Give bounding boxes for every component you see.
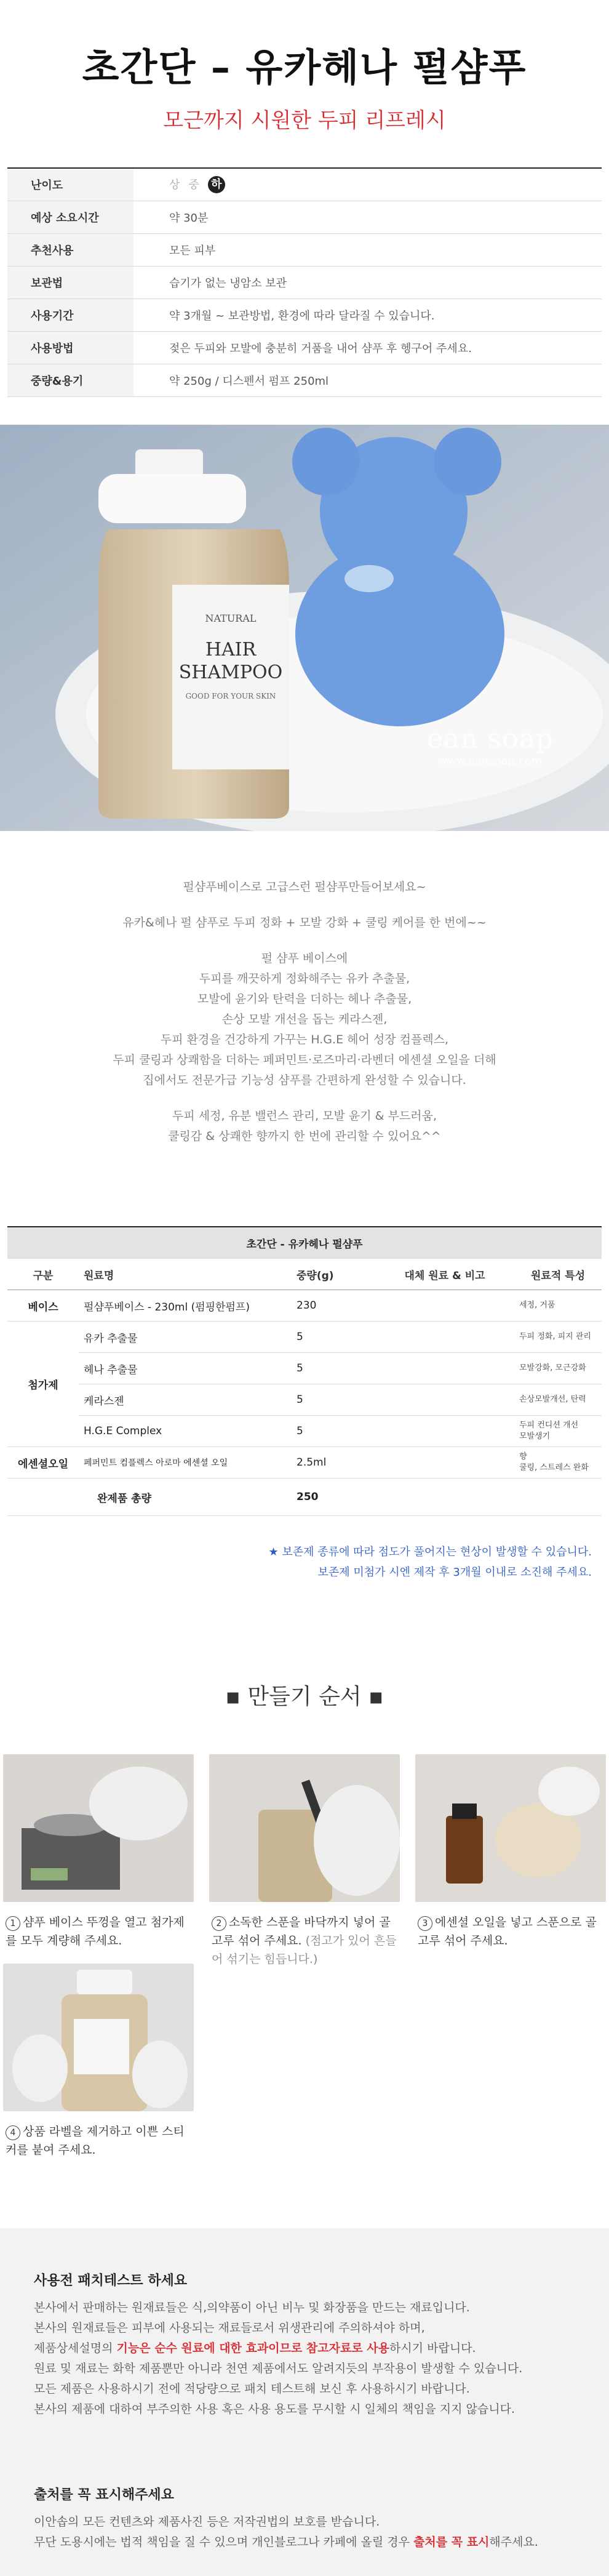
table-row — [7, 1447, 602, 1479]
step-3-text — [415, 1913, 606, 1950]
cell-name: 유카 추출물 — [79, 1322, 292, 1353]
source-notice — [34, 2484, 575, 2553]
cell-feature: 향 쿨링, 스트레스 완화 — [514, 1447, 602, 1479]
cell-feature: 세정, 거품 — [514, 1290, 602, 1322]
note-line-2: 보존제 미첨가 시엔 제작 후 3개월 이내로 소진해 주세요. — [317, 1566, 592, 1579]
recipe-header-row — [7, 1259, 602, 1290]
desc-line: 집에서도 전문가급 기능성 샴푸를 간편하게 완성할 수 있습니다. — [143, 1073, 466, 1087]
step-number: 3 — [418, 1916, 432, 1931]
patch-test-notice — [34, 2270, 575, 2420]
recipe-table — [7, 1226, 602, 1516]
desc-line: 쿨링감 & 상쾌한 향까지 한 번에 관리할 수 있어요^^ — [168, 1130, 441, 1143]
recipe-caption: 초간단 - 유카헤나 펄샴푸 — [7, 1227, 602, 1259]
info-key: 사용기간 — [7, 299, 133, 331]
desc-line: 펄 샴푸 베이스에 — [261, 952, 348, 965]
cell-weight: 5 — [292, 1322, 375, 1353]
desc-line: 손상 모발 개선을 돕는 케라스젠, — [221, 1013, 388, 1026]
info-key: 예상 소요시간 — [7, 201, 133, 233]
cell-alt — [375, 1416, 514, 1447]
bottle-label-shampoo: SHAMPOO — [178, 662, 283, 683]
step-description: 샴푸 베이스 뚜껑을 열고 첨가제를 모두 계량해 주세요. — [6, 1916, 185, 1948]
table-row — [7, 1416, 602, 1447]
cell-alt — [375, 1447, 514, 1479]
cell-weight: 2.5ml — [292, 1447, 375, 1479]
watermark-url: www.eansoap.com — [438, 755, 543, 768]
table-row — [7, 1353, 602, 1384]
info-row-recommend — [7, 234, 602, 267]
cell-name: H.G.E Complex — [79, 1416, 292, 1447]
step-2-photo — [209, 1754, 400, 1902]
desc-line: 유카&헤나 펄 샴푸로 두피 정화 + 모발 강화 + 쿨링 케어를 한 번에~~ — [122, 916, 487, 929]
difficulty-low-selected: 하 — [208, 176, 225, 193]
bottle-label-natural: NATURAL — [205, 612, 257, 624]
steps-title: ▪ 만들기 순서 ▪ — [225, 1684, 384, 1709]
info-value: 약 30분 — [169, 212, 209, 225]
difficulty-mid: 중 — [188, 179, 199, 191]
table-row — [7, 1384, 602, 1416]
col-header: 중량(g) — [292, 1259, 375, 1290]
cell-weight: 230 — [292, 1290, 375, 1322]
step-1 — [3, 1754, 194, 1950]
table-row-total — [7, 1479, 602, 1516]
cell-alt — [375, 1353, 514, 1384]
cell-category: 첨가제 — [7, 1322, 79, 1447]
cell-alt — [375, 1290, 514, 1322]
total-value: 250 — [292, 1479, 375, 1516]
product-description — [0, 877, 609, 1147]
cell-feature: 손상모발개선, 탄력 — [514, 1384, 602, 1416]
difficulty-high: 상 — [169, 179, 180, 191]
info-row-difficulty — [7, 169, 602, 201]
info-row-time — [7, 201, 602, 234]
total-label: 완제품 총량 — [79, 1479, 292, 1516]
step-3-photo — [415, 1754, 606, 1902]
watermark-logo: ean soap — [426, 723, 554, 755]
info-key: 보관법 — [7, 267, 133, 299]
cell-category: 에센셜오일 — [7, 1447, 79, 1479]
cell-name: 헤나 추출물 — [79, 1353, 292, 1384]
step-3 — [415, 1754, 606, 1950]
step-description: 소독한 스푼을 바닥까지 넣어 골고루 섞어 주세요. — [212, 1916, 391, 1948]
step-4 — [3, 1964, 194, 2159]
desc-line: 두피 세정, 유분 밸런스 관리, 모발 윤기 & 부드러움, — [172, 1109, 437, 1123]
cell-name: 페퍼민트 컴플렉스 아로마 에센셜 오일 — [79, 1447, 292, 1479]
info-value: 젖은 두피와 모발에 충분히 거품을 내어 샴푸 후 헹구어 주세요. — [169, 342, 472, 355]
col-header: 구분 — [7, 1259, 79, 1290]
col-header: 대체 원료 & 비고 — [375, 1259, 514, 1290]
cell-alt — [375, 1384, 514, 1416]
desc-line: 모발에 윤기와 탄력을 더하는 헤나 추출물, — [197, 992, 412, 1006]
notice-title: 출처를 꼭 표시해주세요 — [34, 2487, 174, 2503]
cell-name: 케라스젠 — [79, 1384, 292, 1416]
step-description: 상품 라벨을 제거하고 이쁜 스티커를 붙여 주세요. — [6, 2125, 185, 2157]
step-sub-note: (점고가 있어 흔들어 섞기는 힘듭니다.) — [212, 1934, 397, 1966]
desc-line: 두피 쿨링과 상쾌함을 더하는 페퍼민트·로즈마리·라벤더 에센셜 오일을 더해 — [113, 1053, 496, 1067]
info-row-usage — [7, 332, 602, 364]
step-4-text — [3, 2122, 194, 2159]
step-number: 1 — [6, 1916, 20, 1931]
info-row-weight — [7, 364, 602, 397]
cell-feature: 두피 컨디션 개선 모발생기 — [514, 1416, 602, 1447]
step-2-text — [209, 1913, 400, 1968]
difficulty-value — [133, 176, 225, 193]
bottle-label-hair: HAIR — [205, 639, 257, 660]
table-row — [7, 1322, 602, 1353]
page-title: 초간단 – 유카헤나 펄샴푸 — [82, 45, 527, 90]
desc-line: 펄샴푸베이스로 고급스런 펄샴푸만들어보세요~ — [183, 880, 426, 894]
info-value: 모든 피부 — [169, 244, 216, 257]
note-line-1: ★ 보존제 종류에 따라 점도가 풀어지는 현상이 발생할 수 있습니다. — [268, 1546, 592, 1559]
notice-title: 사용전 패치테스트 하세요 — [34, 2273, 188, 2289]
info-key: 사용방법 — [7, 332, 133, 364]
product-photo — [0, 425, 609, 831]
page-subtitle: 모근까지 시원한 두피 리프레시 — [163, 108, 446, 133]
cell-alt — [375, 1322, 514, 1353]
notice-text: 이안솝의 모든 컨텐츠와 제품사진 등은 저작권법의 보호를 받습니다. 무단 도용시에는 법적 책임을 질 수 있으며 개인블로그나 카페에 올릴 경우 출처를 꼭 표시해주세요. — [34, 2515, 538, 2549]
cell-weight: 5 — [292, 1416, 375, 1447]
desc-line: 두피 환경을 건강하게 가꾸는 H.G.E 헤어 성장 컴플렉스, — [160, 1033, 449, 1046]
step-2 — [209, 1754, 400, 1968]
step-1-text — [3, 1913, 194, 1950]
info-row-storage — [7, 267, 602, 299]
info-key: 추천사용 — [7, 234, 133, 266]
notice-highlight: 출처를 꼭 표시 — [413, 2535, 490, 2549]
preservative-note — [269, 1542, 592, 1583]
desc-line: 두피를 깨끗하게 정화해주는 유카 추출물, — [199, 972, 410, 985]
cell-feature: 두피 정화, 피지 관리 — [514, 1322, 602, 1353]
info-value: 약 250g / 디스펜서 펌프 250ml — [169, 375, 329, 388]
cell-category: 베이스 — [7, 1290, 79, 1322]
bottle-label-good: GOOD FOR YOUR SKIN — [185, 692, 276, 700]
info-value: 습기가 없는 냉암소 보관 — [169, 277, 287, 290]
step-number: 4 — [6, 2125, 20, 2140]
step-1-photo — [3, 1754, 194, 1902]
col-header: 원료명 — [79, 1259, 292, 1290]
info-table — [7, 167, 602, 397]
shampoo-bottle-illustration — [0, 425, 609, 831]
step-description: 에센셜 오일을 넣고 스푼으로 골고루 섞어 주세요. — [418, 1916, 597, 1948]
table-row — [7, 1290, 602, 1322]
info-row-period — [7, 299, 602, 332]
notice-text: 본사에서 판매하는 원재료들은 식,의약품이 아닌 비누 및 화장품을 만드는 재료입니다. 본사의 원재료들은 피부에 사용되는 재료들로서 위생관리에 주의하셔야 하며, 제품상세설명의 기능은 순수 원료에 대한 효과이므로 참고자료로 사용하시기 바랍니다. 원료 및 재료는 화학 제품뿐만 아니라 천연 제품에서도 알려지듯의 부작용이 발생할 수 있습니다. 모든 제품은 사용하시기 전에 적당량으로 패치 테스트해 보신 후 사용하시기 바랍니다. 본사의 제품에 대하여 부주의한 사용 혹은 사용 용도를 무시할 시 일체의 책임을 지지 않습니다. — [34, 2301, 523, 2416]
watermark — [427, 723, 554, 768]
cell-weight: 5 — [292, 1353, 375, 1384]
col-header: 원료적 특성 — [514, 1259, 602, 1290]
step-number: 2 — [212, 1916, 226, 1931]
info-value: 약 3개월 ~ 보관방법, 환경에 따라 달라질 수 있습니다. — [169, 310, 435, 323]
notice-highlight: 기능은 순수 원료에 대한 효과이므로 참고자료로 사용 — [116, 2341, 390, 2355]
cell-name: 펄샴푸베이스 - 230ml (펌핑한펌프) — [79, 1290, 292, 1322]
cell-weight: 5 — [292, 1384, 375, 1416]
difficulty-levels — [169, 176, 225, 193]
step-4-photo — [3, 1964, 194, 2111]
info-key: 중량&용기 — [7, 364, 133, 396]
cell-feature: 모발강화, 모근강화 — [514, 1353, 602, 1384]
notice-section — [0, 2228, 609, 2576]
info-key: 난이도 — [7, 169, 133, 201]
